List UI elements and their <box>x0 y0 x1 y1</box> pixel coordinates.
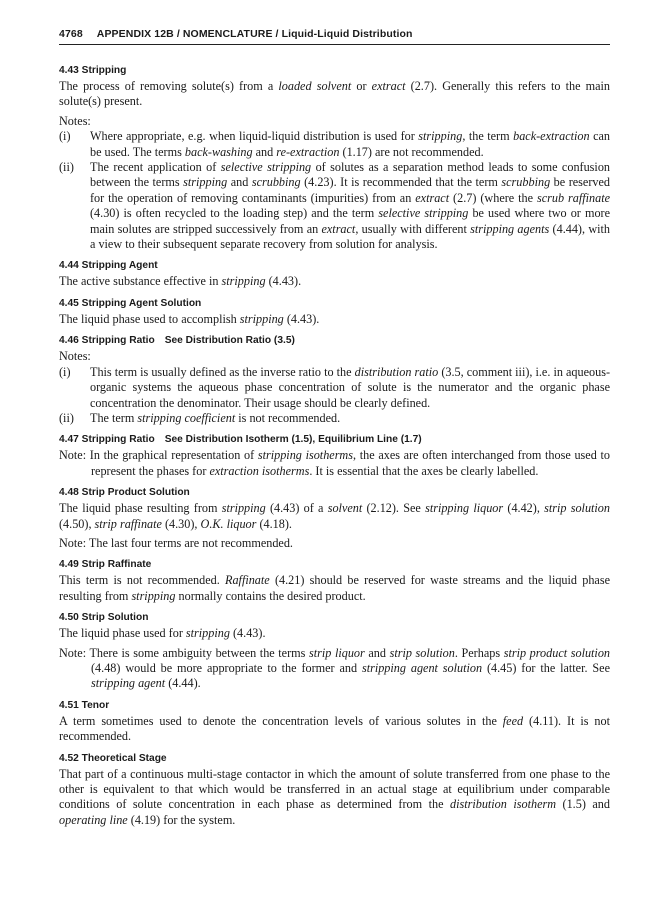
section-heading-4-50: 4.50 Strip Solution <box>59 612 149 624</box>
section-heading-4-46: 4.46 Stripping Ratio See Distribution Ratio (3.5) <box>59 335 295 347</box>
notes-label: Notes: <box>59 113 91 128</box>
running-header <box>59 28 610 45</box>
section-4-48-note: Note: The last four terms are not recommended. <box>59 535 293 550</box>
section-heading-4-45: 4.45 Stripping Agent Solution <box>59 297 202 309</box>
list-item: (ii) The recent application of selective stripping of solutes as a separation method leads to some confusion between the terms stripping and scrubbing (4.23). It is recommended that the term scrubbing be reserved for the operation of removing contaminants (impurities) from an extract (2.7) (where the scrub raffinate (4.30) is often recycled to the loading step) and the term selective stripping be used where two or more main solutes are stripped successively from an extract, usually with different stripping agents (4.44), with a view to their subsequent separate recovery from solution for analysis. <box>59 160 611 252</box>
notes-list-4-43 <box>59 129 610 252</box>
section-4-48-body: The liquid phase resulting from stripping (4.43) of a solvent (2.12). See stripping liquor (4.42), strip solution (4.50), strip raffinate (4.30), O.K. liquor (4.18). <box>59 501 610 531</box>
section-4-49-body: This term is not recommended. Raffinate (4.21) should be reserved for waste streams and the liquid phase resulting from stripping normally contains the desired product. <box>59 573 610 603</box>
section-4-51-body: A term sometimes used to denote the concentration levels of various solutes in the feed (4.11). It is not recommended. <box>59 713 611 744</box>
document-page <box>59 28 610 828</box>
section-4-45-body: The liquid phase used to accomplish stripping (4.43). <box>59 311 320 326</box>
page-number: 4768 <box>59 28 83 40</box>
running-title: APPENDIX 12B / NOMENCLATURE / Liquid-Liquid Distribution <box>96 28 413 40</box>
list-item: (ii) The term stripping coefficient is not recommended. <box>59 410 341 425</box>
section-heading-4-43: 4.43 Stripping <box>59 65 127 76</box>
section-heading-4-52: 4.52 Theoretical Stage <box>59 752 167 764</box>
section-4-44-body: The active substance effective in stripping (4.43). <box>59 274 302 289</box>
notes-list-4-46 <box>59 365 610 427</box>
section-4-43-body: The process of removing solute(s) from a loaded solvent or extract (2.7). Generally this refers to the main solute(s) present. <box>59 79 611 109</box>
list-item: (i) This term is usually defined as the inverse ratio to the distribution ratio (3.5, comment iii), i.e. in aqueous-organic systems the aqueous phase concentration of solute is the numerator and the organic phase concentration the denominator. Their usage should be clearly defined. <box>59 364 611 410</box>
section-heading-4-49: 4.49 Strip Raffinate <box>59 559 152 571</box>
section-heading-4-44: 4.44 Stripping Agent <box>59 260 158 272</box>
section-heading-4-48: 4.48 Strip Product Solution <box>59 487 190 499</box>
section-heading-4-47: 4.47 Stripping Ratio See Distribution Isotherm (1.5), Equilibrium Line (1.7) <box>59 434 422 446</box>
section-4-52-body: That part of a continuous multi-stage contactor in which the amount of solute transferred from one phase to the other is equivalent to that which would be transferred in an actual stage at equilibrium under comparable conditions of solute concentration in each phase as determined from the distribution isotherm (1.5) and operating line (4.19) for the system. <box>59 766 610 827</box>
section-4-47-note: Note: In the graphical representation of stripping isotherms, the axes are often interchanged from those used to represent the phases for extraction isotherms. It is essential that the axes be clearly labelled. <box>59 448 610 478</box>
list-item: (i) Where appropriate, e.g. when liquid-liquid distribution is used for stripping, the term back-extraction can be used. The terms back-washing and re-extraction (1.17) are not recommended. <box>59 129 610 159</box>
section-4-50-body: The liquid phase used for stripping (4.43). <box>59 626 266 641</box>
notes-label: Notes: <box>59 349 91 364</box>
section-heading-4-51: 4.51 Tenor <box>59 699 110 711</box>
section-4-50-note: Note: There is some ambiguity between the terms strip liquor and strip solution. Perhaps strip product solution (4.48) would be more appropriate to the former and stripping agent solution (4.45) for the latter. See stripping agent (4.44). <box>59 645 611 691</box>
